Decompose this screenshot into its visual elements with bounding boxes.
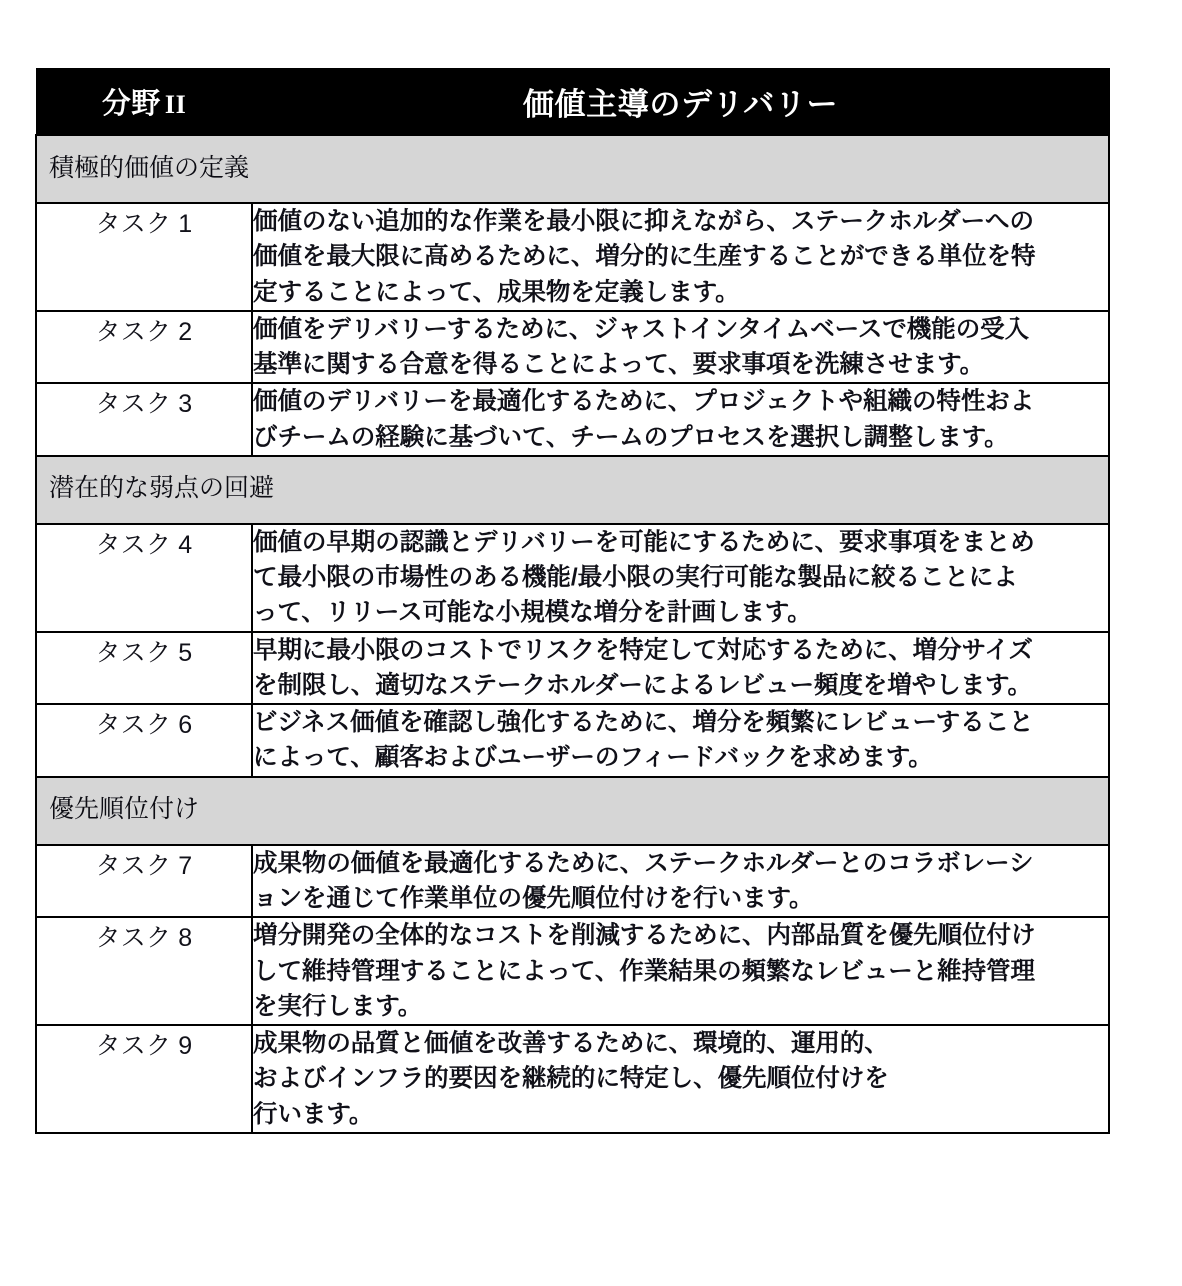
task-label-cell	[36, 311, 252, 384]
task-number: 7	[178, 851, 193, 880]
domain-title-cell: 価値主導のデリバリー	[252, 69, 1109, 136]
task-description-line: 価値を最大限に高めるために、増分的に生産することができる単位を特	[253, 243, 1036, 271]
table-row	[36, 203, 1109, 311]
section-heading: 優先順位付け	[36, 777, 1109, 845]
task-description-line: 早期に最小限のコストでリスクを特定して対応するために、増分サイズ	[253, 636, 1033, 664]
task-description-cell	[252, 632, 1109, 705]
table-header	[36, 69, 1109, 136]
task-description-line: て最小限の市場性のある機能/最小限の実行可能な製品に絞ることによ	[253, 564, 1018, 592]
domain-header-cell	[36, 69, 252, 136]
section-header-row	[36, 456, 1109, 524]
task-number: 1	[178, 210, 193, 238]
task-description-line: して維持管理することによって、作業結果の頻繁なレビューと維持管理	[253, 957, 1035, 985]
table-row	[36, 383, 1109, 456]
task-description-line: を実行します。	[253, 992, 423, 1020]
task-label-text: タスク	[95, 530, 172, 559]
task-description-line: びチームの経験に基づいて、チームのプロセスを選択し調整します。	[253, 423, 1009, 451]
domain-numeral: II	[164, 90, 187, 119]
task-number: 4	[178, 530, 193, 559]
task-description-line: 成果物の価値を最適化するために、ステークホルダーとのコラボレーシ	[253, 849, 1034, 877]
task-label-text: タスク	[95, 390, 172, 419]
section-heading: 積極的価値の定義	[36, 135, 1109, 203]
task-description-line: によって、顧客およびユーザーのフィードバックを求めます。	[253, 744, 933, 772]
task-label-text: タスク	[95, 638, 172, 667]
table-row	[36, 845, 1109, 918]
task-description-cell	[252, 383, 1109, 456]
task-label-cell	[36, 917, 252, 1025]
task-label-cell	[36, 524, 252, 632]
table-body	[36, 135, 1109, 1133]
task-description-cell	[252, 311, 1109, 384]
task-number: 6	[178, 711, 193, 740]
task-description-line: ビジネス価値を確認し強化するために、増分を頻繁にレビューすること	[253, 709, 1034, 737]
table-row	[36, 311, 1109, 384]
task-description-line: ョンを通じて作業単位の優先順位付けを行います。	[253, 884, 814, 912]
task-label-text: タスク	[95, 210, 172, 238]
task-label-text: タスク	[95, 317, 172, 346]
task-label-text: タスク	[95, 851, 172, 880]
task-label-text: タスク	[95, 924, 172, 953]
task-description-line: 基準に関する合意を得ることによって、要求事項を洗練させます。	[253, 351, 985, 379]
task-label-cell	[36, 1025, 252, 1133]
task-description-cell	[252, 203, 1109, 311]
task-description-line: 成果物の品質と価値を改善するために、環境的、運用的、	[253, 1030, 889, 1058]
task-number: 8	[178, 924, 193, 953]
task-number: 2	[178, 317, 193, 346]
table-row	[36, 524, 1109, 632]
task-description-cell	[252, 704, 1109, 777]
task-number: 3	[178, 390, 193, 419]
task-description-line: 価値のない追加的な作業を最小限に抑えながら、ステークホルダーへの	[253, 208, 1034, 235]
task-label-cell	[36, 632, 252, 705]
task-description-line: 定することによって、成果物を定義します。	[253, 278, 740, 306]
section-header-row	[36, 777, 1109, 845]
section-header-row	[36, 135, 1109, 203]
table-row	[36, 917, 1109, 1025]
task-description-line: を制限し、適切なステークホルダーによるレビュー頻度を増やします。	[253, 671, 1032, 699]
task-description-line: 行います。	[253, 1100, 374, 1128]
task-description-line: およびインフラ的要因を継続的に特定し、優先順位付けを	[253, 1065, 889, 1093]
task-label-cell	[36, 845, 252, 918]
task-description-cell	[252, 917, 1109, 1025]
table-row	[36, 1025, 1109, 1133]
table-row	[36, 704, 1109, 777]
task-description-cell	[252, 1025, 1109, 1133]
task-description-line: 増分開発の全体的なコストを削減するために、内部品質を優先順位付け	[253, 922, 1036, 950]
task-label-cell	[36, 383, 252, 456]
table-header-row	[36, 69, 1109, 136]
domain-tasks-table	[35, 68, 1110, 1134]
task-description-line: 価値のデリバリーを最適化するために、プロジェクトや組織の特性およ	[253, 388, 1035, 416]
task-label-text: タスク	[95, 711, 172, 740]
task-label-text: タスク	[95, 1032, 172, 1061]
table-row	[36, 632, 1109, 705]
task-description-line: って、リリース可能な小規模な増分を計画します。	[253, 599, 812, 627]
task-description-line: 価値の早期の認識とデリバリーを可能にするために、要求事項をまとめ	[253, 528, 1035, 556]
task-number: 9	[178, 1032, 193, 1061]
domain-label: 分野	[101, 88, 161, 120]
task-number: 5	[178, 638, 193, 667]
task-description-cell	[252, 524, 1109, 632]
section-heading: 潜在的な弱点の回避	[36, 456, 1109, 524]
task-description-cell	[252, 845, 1109, 918]
task-description-line: 価値をデリバリーするために、ジャストインタイムベースで機能の受入	[253, 315, 1030, 343]
task-label-cell	[36, 704, 252, 777]
task-label-cell	[36, 203, 252, 311]
